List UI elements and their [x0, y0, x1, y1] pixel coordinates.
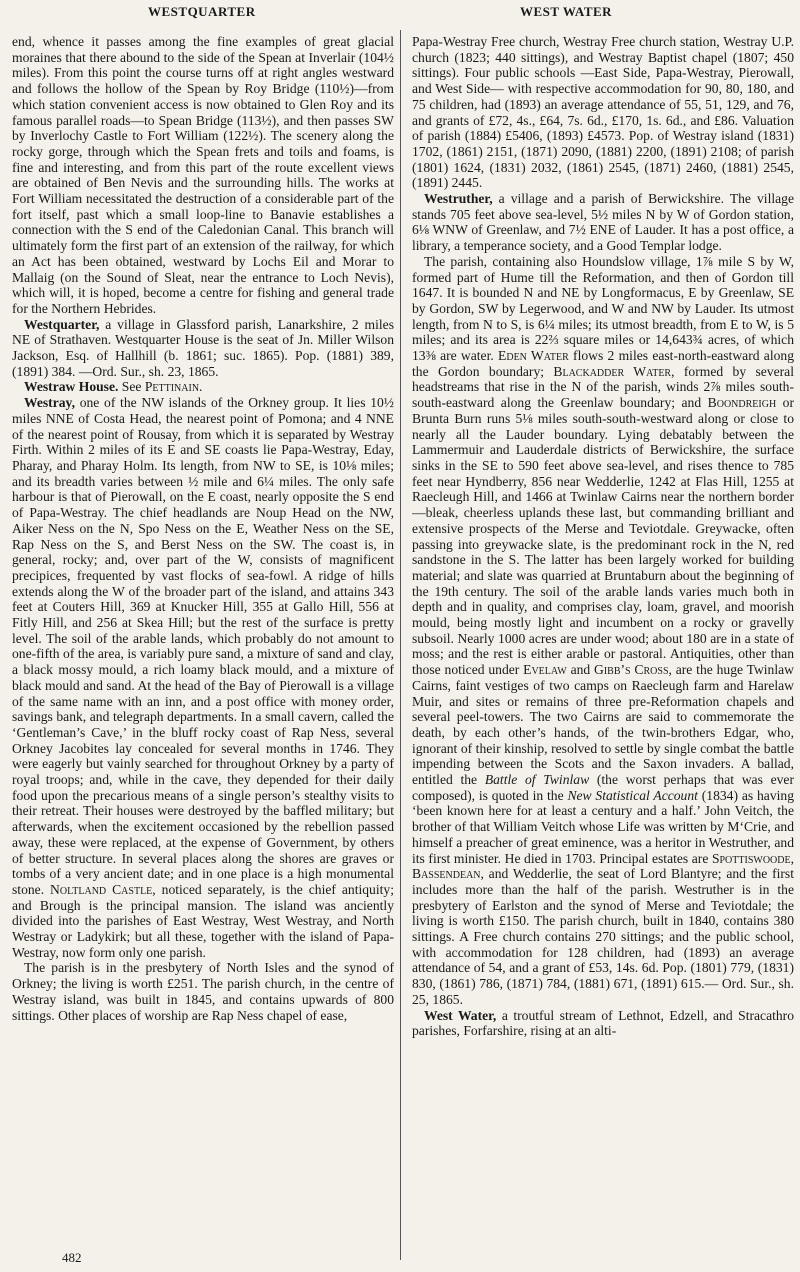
column-divider: [400, 30, 401, 1260]
entry-text: are the huge Twinlaw Cairns, faint vestiges of two camps on Raecleugh farm and Harelaw Muir, and sites or remains of three pre-Reformation chapels and several peel-towers. The two Cairns are said to commemorate the death, by each other’s hands, of the twin-brothers Edgar, who, ignorant of their kinship, resolved to settle by single combat the battle impending between the Scots and the Saxon invaders. A ballad, entitled the: [412, 662, 794, 788]
entry-text: See: [118, 379, 145, 395]
entry-text: (the worst perhaps that was ever composed), is quoted in the: [412, 772, 794, 803]
entry-text: or Brunta Burn runs 5⅛ miles south-south-westward along or close to nearly all the Lauder boundary. Lying debatably between the Lammermuir and Lauderdale districts of Berwickshire, the surface sinks in the SE to 590 feet above sea-level, and rises thence to 785 feet near Hyndberry, 856 near Wedderlie, 1242 at Flas Hill, 1255 at Raecleugh Hill, and 1466 at Twinlaw Cairns near the northern border —bleak, cheerless uplands these last, but commanding brilliant and extensive prospects of the Merse and Teviotdale. Greywacke, often passing into greywacke slate, is the predominant rock in the N, red sandstone in the S. The latter has been largely worked for building material; and slate was quarried at Bruntaburn about the beginning of the 19th century. The soil of the arable lands varies much both in depth and in quality, and comprises clay, loam, gravel, and moorish mould, being mostly light and incumbent on a rocky or gravelly subsoil. Nearly 1000 acres are under wood; about 180 are in a state of moss; and the rest is either arable or pastoral. Antiquities, other than those noticed under: [412, 395, 794, 678]
cross-reference: Noltland Castle,: [50, 881, 156, 897]
entry-west-water: [412, 1008, 794, 1039]
cross-reference: Spottiswoode,: [711, 850, 794, 866]
entry-text: and: [566, 662, 595, 678]
header-right: WEST WATER: [520, 4, 613, 19]
entry-text: flows 2 miles east-north-eastward along the Gordon boundary;: [412, 348, 794, 379]
right-column: [412, 34, 794, 1252]
entry-text: a village in Glassford parish, Lanarkshire, 2 miles NE of Strathaven. Westquarter House is the seat of Jn. Miller Wilson Jackson, Esq. of Hallhill (b. 1861; suc. 1865). Pop. (1881) 389, (1891) 384. —Ord. Sur., sh. 23, 1865.: [12, 316, 394, 379]
running-header: [0, 4, 800, 24]
entry-text: and Wedderlie, the seat of Lord Blantyre; and the first includes more than the half of the parish. Westruther is in the presbytery of Earlston and the synod of Merse and Teviotdale; the living is worth £150. The parish church, built in 1840, contains 380 sittings. A Free church contains 270 sittings; and the public school, with accommodation for 128 children, had (1893) an average attendance of 54, and a grant of £53, 14s. 6d. Pop. (1801) 779, (1831) 830, (1861) 786, (1871) 784, (1881) 671, (1891) 615.— Ord. Sur., sh. 25, 1865.: [412, 866, 794, 1007]
cross-reference: Boondreigh: [707, 395, 777, 411]
header-left: WESTQUARTER: [148, 4, 256, 19]
cross-reference: Pettinain.: [144, 379, 203, 395]
paragraph-westruther-parish: [412, 254, 794, 1008]
cross-reference: Eden Water: [498, 348, 569, 364]
cross-reference: Blackadder Water,: [553, 363, 675, 379]
paragraph-railway: end, whence it passes among the fine examples of great glacial moraines that there abound to the side of the Spean at Inverlair (104½ miles). From this point the course turns off at right angles westward and follows the hollow of the Spean by Roy Bridge (110½)—from which station convenient access is now obtained to Glen Roy and its famous parallel roads—to Spean Bridge (113½), and then passes SW by Inverlochy Castle to Fort William (122½). The scenery along the rocky gorge, through which the Spean frets and toils and foams, is fine and interesting, and from this part of the route excellent views are obtained of Ben Nevis and the surrounding hills. The works at Fort William necessitated the destruction of a considerable part of the fort itself, past which a small loop-line to Banavie establishes a connection with the S end of the Caledonian Canal. This branch will ultimately form the first part of an extension of the railway, for which an Act has been obtained, westward by Lochs Eil and Morar to Mallaig (on the Sound of Sleat, near the entrance to Loch Nevis), which will, it is hoped, become a centre for fishing and general trade for the Northern Hebrides.: [12, 34, 394, 316]
headword-westquarter: Westquarter,: [24, 316, 100, 332]
publication-title: New Statistical Account: [567, 787, 698, 803]
paragraph-westray-parish: The parish is in the presbytery of North Isles and the synod of Orkney; the living is worth £251. The parish church, in the centre of Westray island, was built in 1845, and contains upwards of 800 sittings. Other places of worship are Rap Ness chapel of ease,: [12, 960, 394, 1023]
headword-westray: Westray,: [24, 395, 75, 411]
entry-westray: [12, 395, 394, 960]
cross-reference: Gibb’s Cross,: [594, 662, 672, 678]
entry-text: formed by several headstreams that rise in the N of the parish, winds 2⅞ miles south-south-eastward along the Greenlaw boundary; and: [412, 363, 794, 411]
headword-westruther: Westruther,: [424, 191, 493, 207]
headword-westraw-house: Westraw House.: [24, 379, 119, 395]
entry-westraw-house: [12, 379, 394, 395]
cross-reference: Evelaw: [523, 662, 567, 678]
headword-west-water: West Water,: [424, 1007, 497, 1023]
paragraph-westray-continued: Papa-Westray Free church, Westray Free church station, Westray U.P. church (1823; 440 sittings), and Westray Baptist chapel (1807; 450 sittings). Four public schools —East Side, Papa-Westray, Pierowall, and West Side— with respective accommodation for 90, 80, 180, and 75 children, had (1893) an average attendance of 55, 51, 129, and 76, and grants of £72, 4s., £64, 7s. 6d., £170, 1s. 6d., and £86. Valuation of parish (1884) £5406, (1893) £4573. Pop. of Westray island (1831) 1702, (1861) 2151, (1871) 2090, (1881) 2200, (1891) 2108; of parish (1801) 1624, (1831) 2032, (1861) 2545, (1871) 2460, (1881) 2545, (1891) 2445.: [412, 34, 794, 191]
entry-text: (1834) as having ‘been known here for at least a century and a half.’ John Veitch, the brother of that William Veitch whose Life was written by M‘Crie, and himself a preacher of great eminence, was a heritor in Westruther, and its first minister. He died in 1703. Principal estates are: [412, 787, 794, 866]
entry-text: one of the NW islands of the Orkney group. It lies 10½ miles NNE of Costa Head, the nearest point of Pomona; and 4 NNE of the nearest point of Rousay, from which it is separated by Westray Firth. Within 2 miles of its E and SE coasts lie Papa-Westray, Eday, Pharay, and Pharay Holm. Its length, from NW to SE, is 10⅛ miles; and its breadth varies between ½ mile and 6¼ miles. The only safe harbour is that of Pierowall, on the E coast, nearly opposite the S end of Papa-Westray. The chief headlands are Noup Head on the NW, Aiker Ness on the N, Spo Ness on the E, Weather Ness on the SE, Rap Ness on the S, and Berst Ness on the SW. The coast is, in general, rocky; and, over part of the W, consists of magnificent precipices, frequented by vast flocks of sea-fowl. A ridge of hills extends along the W of the broader part of the island, and attains 343 feet at Couters Hill, 369 at Knucker Hill, 355 at Gallo Hill, 556 at Fitly Hill, and 256 at Skea Hill; but the rest of the surface is pretty level. The soil of the arable lands, which probably do not amount to one-fifth of the area, is variably pure sand, a mixture of sand and clay, a black mossy mould, a rich loamy black mould, and a mixture of black mould and sand. At the head of the Bay of Pierowall is a village of the same name with an inn, and a post office with money order, savings bank, and telegraph departments. In a small cavern, called the ‘Gentleman’s Cave,’ in the bluff rocky coast of Rap Ness, several Orkney Jacobites lay concealed for several months in 1746. They were eagerly but vainly searched for throughout Orkney by a party of royal troops; and, while in the cave, they depended for their daily food upon the precarious means of a single person’s stealthy visits to their retreat. Their houses were destroyed by the baffled military; but afterwards, when the excitement occasioned by the rebellion passed away, these were replaced, at the expense of Government, by others of better structure. In several places along the shores are graves or tombs of a very ancient date; and in one place is a high monumental stone.: [12, 395, 394, 897]
page-number: 482: [62, 1250, 82, 1265]
left-column: [12, 34, 394, 1252]
cross-reference: Bassendean,: [412, 866, 484, 882]
entry-westquarter: [12, 317, 394, 380]
entry-westruther: [412, 191, 794, 254]
ballad-title: Battle of Twinlaw: [484, 772, 590, 788]
entry-text: The parish, containing also Houndslow village, 1⅞ mile S by W, formed part of Hume till the Reformation, and then of Gordon till 1647. It is bounded N and NE by Longformacus, E by Greenlaw, SE by Gordon, SW by Legerwood, and W and NW by Lauder. Its utmost length, from N to S, is 6¼ miles; its utmost breadth, from E to W, is 5 miles; and its area is 22⅔ square miles or 14,643¾ acres, of which 13⅜ are water.: [412, 253, 794, 364]
entry-text: noticed separately, is the chief antiquity; and Brough is the principal mansion. The island was anciently divided into the parishes of East Westray, West Westray, and North Westray or Ladykirk; but all these, together with the island of Papa-Westray, now form only one parish.: [12, 881, 394, 960]
entry-text: a village and a parish of Berwickshire. The village stands 705 feet above sea-level, 5½ miles N by W of Gordon station, 6⅛ WNW of Greenlaw, and 7½ ENE of Lauder. It has a post office, a library, a temperance society, and a Good Templar lodge.: [412, 191, 794, 254]
entry-text: a troutful stream of Lethnot, Edzell, and Stracathro parishes, Forfarshire, rising at an alti-: [412, 1007, 794, 1039]
